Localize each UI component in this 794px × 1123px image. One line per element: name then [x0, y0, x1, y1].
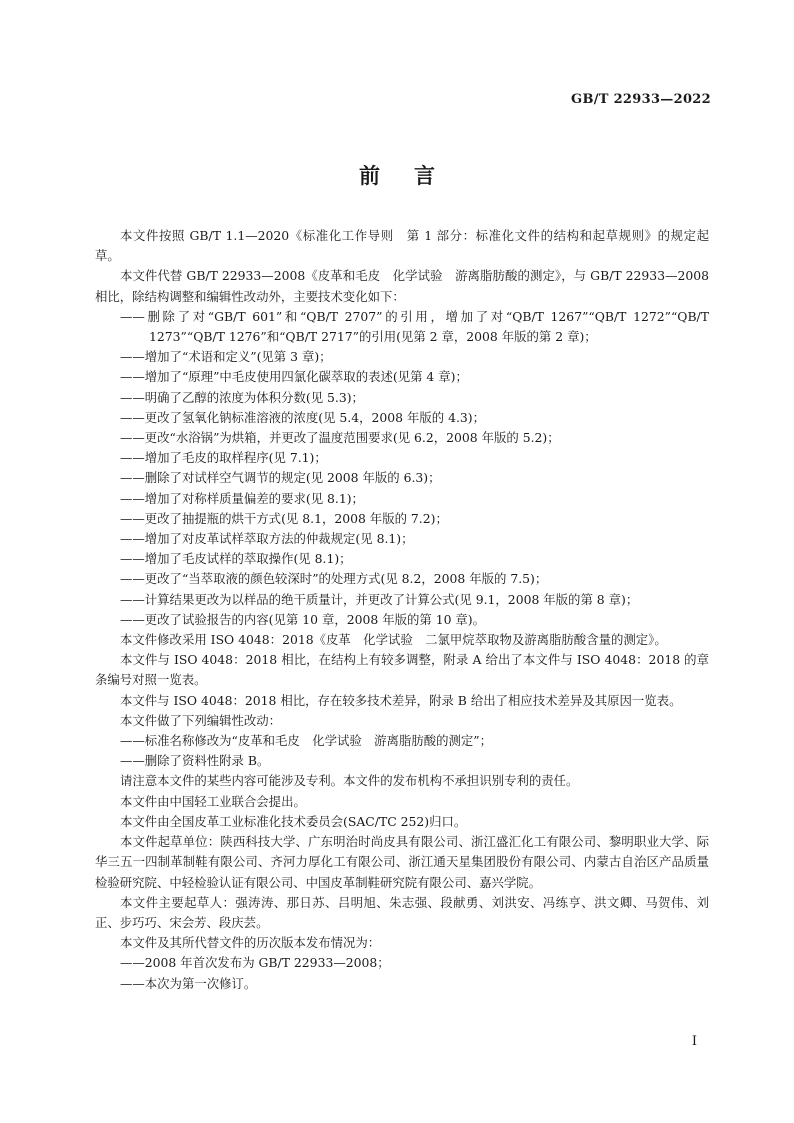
- change-item: ——增加了“原理”中毛皮使用四氯化碳萃取的表述(见第 4 章)；: [120, 369, 468, 385]
- change-item: ——删除了对试样空气调节的规定(见 2008 年版的 6.3)；: [120, 470, 441, 486]
- paragraph-drafting-rules: 本文件按照 GB/T 1.1—2020《标准化工作导则 第 1 部分：标准化文件的结构和起草规则》的规定起草。: [95, 228, 709, 264]
- paragraph-drafters: 本文件主要起草人：强涛涛、那日苏、吕明旭、朱志强、段献勇、刘洪安、冯练亨、洪文卿、马贺伟、刘正、步巧巧、宋会芳、段庆芸。: [95, 894, 709, 930]
- change-item: ——增加了对称样质量偏差的要求(见 8.1)；: [120, 490, 364, 506]
- change-item: ——更改了氢氧化钠标准溶液的浓度(见 5.4，2008 年版的 4.3)；: [120, 409, 486, 425]
- change-item: ——增加了“术语和定义”(见第 3 章)；: [120, 349, 332, 365]
- history-item: ——本次为第一次修订。: [120, 975, 257, 991]
- change-item: ——计算结果更改为以样品的绝干质量计，并更改了计算公式(见 9.1，2008 年版的第 8 章)；: [120, 591, 639, 607]
- paragraph-iso-adoption: 本文件修改采用 ISO 4048：2018《皮革 化学试验 二氯甲烷萃取物及游离脂肪酸含量的测定》。: [120, 632, 667, 648]
- page-title: 前言: [359, 163, 469, 188]
- change-item: ——更改了“当萃取液的颜色较深时”的处理方式(见 8.2，2008 年版的 7.5)；: [120, 571, 548, 587]
- change-item: ——增加了对皮革试样萃取方法的仲裁规定(见 8.1)；: [120, 531, 414, 547]
- change-item: ——更改“水浴锅”为烘箱，并更改了温度范围要求(见 6.2，2008 年版的 5.2)；: [120, 430, 560, 446]
- paragraph-structure-diff: 本文件与 ISO 4048：2018 相比，在结构上有较多调整，附录 A 给出了本文件与 ISO 4048：2018 的章条编号对照一览表。: [95, 652, 709, 688]
- history-item: ——2008 年首次发布为 GB/T 22933—2008；: [120, 955, 390, 971]
- paragraph-proposed-by: 本文件由中国轻工业联合会提出。: [120, 793, 306, 809]
- paragraph-editorial-intro: 本文件做了下列编辑性改动：: [120, 712, 282, 728]
- paragraph-patent-notice: 请注意本文件的某些内容可能涉及专利。本文件的发布机构不承担识别专利的责任。: [120, 773, 579, 789]
- change-item: ——删除了对“GB/T 601”和“QB/T 2707”的引用，增加了对“QB/T 1267”“QB/T 1272”“QB/T 1273”“QB/T 1276”和“QB/T 2717”的引用(见第 2 章，2008 年版的第 2 章)；: [120, 308, 709, 345]
- change-item: ——增加了毛皮试样的萃取操作(见 8.1)；: [120, 551, 352, 567]
- paragraph-replaces: 本文件代替 GB/T 22933—2008《皮革和毛皮 化学试验 游离脂肪酸的测定》，与 GB/T 22933—2008 相比，除结构调整和编辑性改动外，主要技术变化如下：: [95, 268, 709, 304]
- edit-item: ——删除了资料性附录 B。: [120, 753, 270, 769]
- paragraph-drafting-units: 本文件起草单位：陕西科技大学、广东明治时尚皮具有限公司、浙江盛汇化工有限公司、黎明职业大学、际华三五一四制革制鞋有限公司、齐河力厚化工有限公司、浙江通天星集团股份有限公司、内蒙古自治区产品质量检验研究院、中轻检验认证有限公司、中国皮革制鞋研究院有限公司、嘉兴学院。: [95, 834, 709, 890]
- foreword-body: [95, 226, 709, 994]
- edit-item: ——标准名称修改为“皮革和毛皮 化学试验 游离脂肪酸的测定”；: [120, 733, 492, 749]
- change-item: ——明确了乙醇的浓度为体积分数(见 5.3)；: [120, 389, 364, 405]
- change-item: ——更改了试验报告的内容(见第 10 章，2008 年版的第 10 章)。: [120, 611, 486, 627]
- page-number: I: [691, 1034, 697, 1049]
- change-item: ——更改了抽提瓶的烘干方式(见 8.1，2008 年版的 7.2)；: [120, 510, 448, 526]
- paragraph-history-intro: 本文件及其所代替文件的历次版本发布情况为：: [120, 935, 381, 951]
- standard-number: GB/T 22933—2022: [571, 92, 711, 107]
- paragraph-committee: 本文件由全国皮革工业标准化技术委员会(SAC/TC 252)归口。: [120, 813, 467, 829]
- change-item: ——增加了毛皮的取样程序(见 7.1)；: [120, 450, 327, 466]
- paragraph-technical-diff: 本文件与 ISO 4048：2018 相比，存在较多技术差异，附录 B 给出了相应技术差异及其原因一览表。: [120, 692, 682, 708]
